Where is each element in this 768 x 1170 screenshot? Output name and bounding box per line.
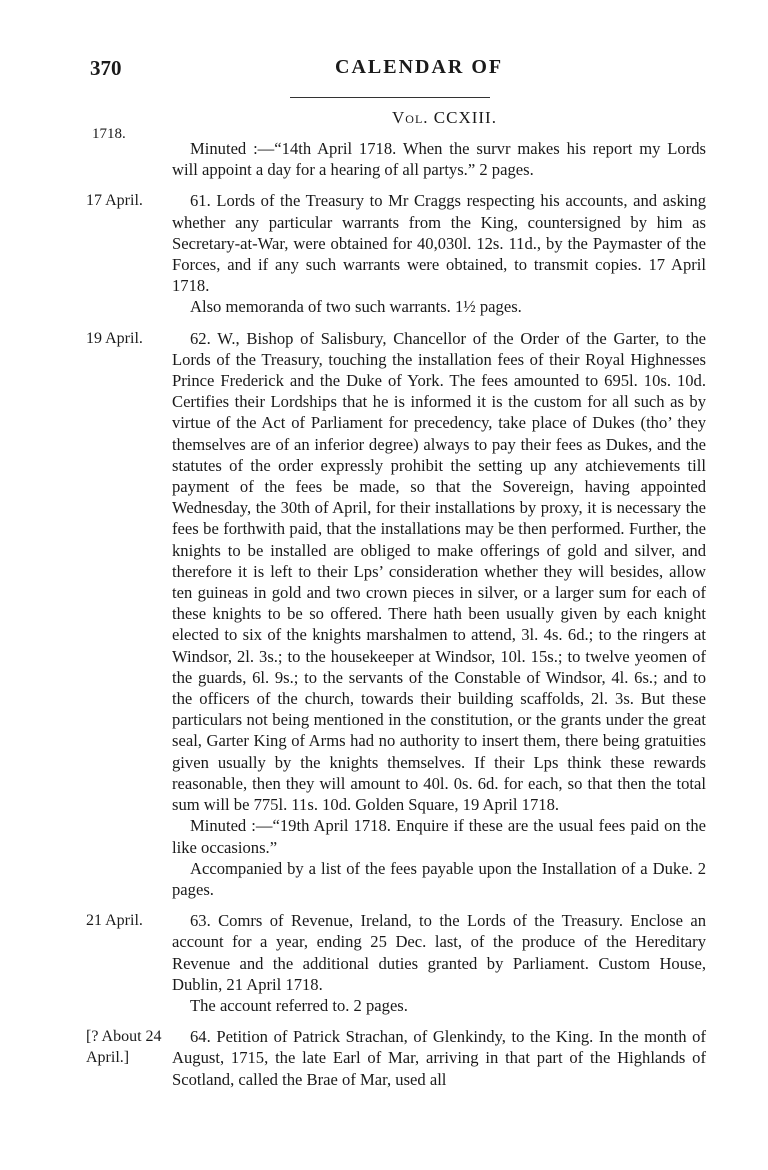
entry-body: [172, 138, 706, 180]
entry-paragraph: 62. W., Bishop of Salisbury, Chancellor of the Order of the Garter, to the Lords of the Treasury, touching the installation fees of their Royal Highnesses Prince Frederick and the Duke of York. The fees amounted to 695l. 10s. 10d. Certifies their Lordships that he is informed it is the custom for all such as by virtue of the Act of Parliament for precedency, take place of Dukes (tho’ they themselves are of an inferior degree) always to pay their fees as Dukes, and the statutes of the order expressly prohibit the setting up any atchievements till payment of the fees be made, so that the Sovereign, having appointed Wednesday, the 30th of April, for their installations by proxy, it is necessary the fees be forthwith paid, that the installations may be then performed. Further, the knights to be installed are obliged to make offerings of gold and silver, and therefore it is left to their Lps’ consideration whether they will besides, allow ten guineas in gold and two crown pieces in silver, or a larger sum for each of these knights to be so offered. There hath been usually given by each knight elected to six of the knights marshalmen to attend, 3l. 4s. 6d.; to the ringers at Windsor, 2l. 3s.; to the housekeeper at Windsor, 10l. 15s.; to twelve yeomen of the guards, 6l. 9s.; to the servants of the Constable of Windsor, 4l. 6s.; and to the officers of the church, towards their building scaffolds, 2l. 3s. But these particulars not being mentioned in the constitution, or the grants under the great seal, Garter King of Arms had no authority to insert them, there being gratuities given usually by the knights themselves. If their Lps think these rewards reasonable, then they will amount to 40l. 0s. 6d. for each, so that then the total sum will be 775l. 11s. 10d. Golden Square, 19 April 1718.: [172, 328, 706, 815]
header-rule: [290, 97, 490, 98]
entry-paragraph: Minuted :—“14th April 1718. When the survr makes his report my Lords will appoint a day for a hearing of all partys.” 2 pages.: [172, 139, 706, 180]
entry-date: [? About 24 April.]: [86, 1028, 162, 1067]
entry-64: [0, 1026, 768, 1090]
entry-paragraph: 64. Petition of Patrick Strachan, of Glenkindy, to the King. In the month of August, 1715, the late Earl of Mar, arriving in that part of the Highlands of Scotland, called the Brae of Mar, used all: [172, 1027, 706, 1089]
entry-paragraph: 63. Comrs of Revenue, Ireland, to the Lords of the Treasury. Enclose an account for a year, ending 25 Dec. last, of the produce of the Hereditary Revenue and the additional duties granted by Parliament. Custom House, Dublin, 21 April 1718.: [172, 911, 706, 994]
entry-body: [172, 328, 706, 900]
entry-paragraph: Also memoranda of two such warrants. 1½ pages.: [190, 297, 522, 317]
entry-body: [172, 1026, 706, 1090]
entry-year: 1718.: [92, 126, 126, 142]
entry-date: 21 April.: [86, 912, 143, 930]
page-number: 370: [90, 56, 122, 80]
entry-paragraph: Accompanied by a list of the fees payable upon the Installation of a Duke. 2 pages.: [172, 858, 706, 899]
entry-paragraph: The account referred to. 2 pages.: [190, 995, 408, 1015]
entry-paragraph: 61. Lords of the Treasury to Mr Craggs respecting his accounts, and asking whether any particular warrants from the King, countersigned by him as Secretary-at-War, were obtained for 40,030l. 12s. 11d., by the Paymaster of the Forces, and if any such warrants were obtained, to transmit copies. 17 April 1718.: [172, 191, 706, 296]
entry-date: 17 April.: [86, 192, 143, 210]
entry-body: [172, 190, 706, 317]
volume-heading: Vol. CCXIII.: [392, 108, 497, 127]
running-title: CALENDAR OF: [335, 56, 504, 78]
entry-body: [172, 910, 706, 1016]
entry-paragraph: Minuted :—“19th April 1718. Enquire if these are the usual fees paid on the like occasions.”: [172, 816, 706, 857]
entry-61: [0, 190, 768, 317]
page-header: [0, 56, 768, 86]
entry-date: 19 April.: [86, 329, 143, 347]
entry-63: [0, 910, 768, 1016]
entry-62: [0, 328, 768, 900]
entry-minute: [0, 126, 768, 180]
calendar-entries: [0, 126, 768, 1100]
